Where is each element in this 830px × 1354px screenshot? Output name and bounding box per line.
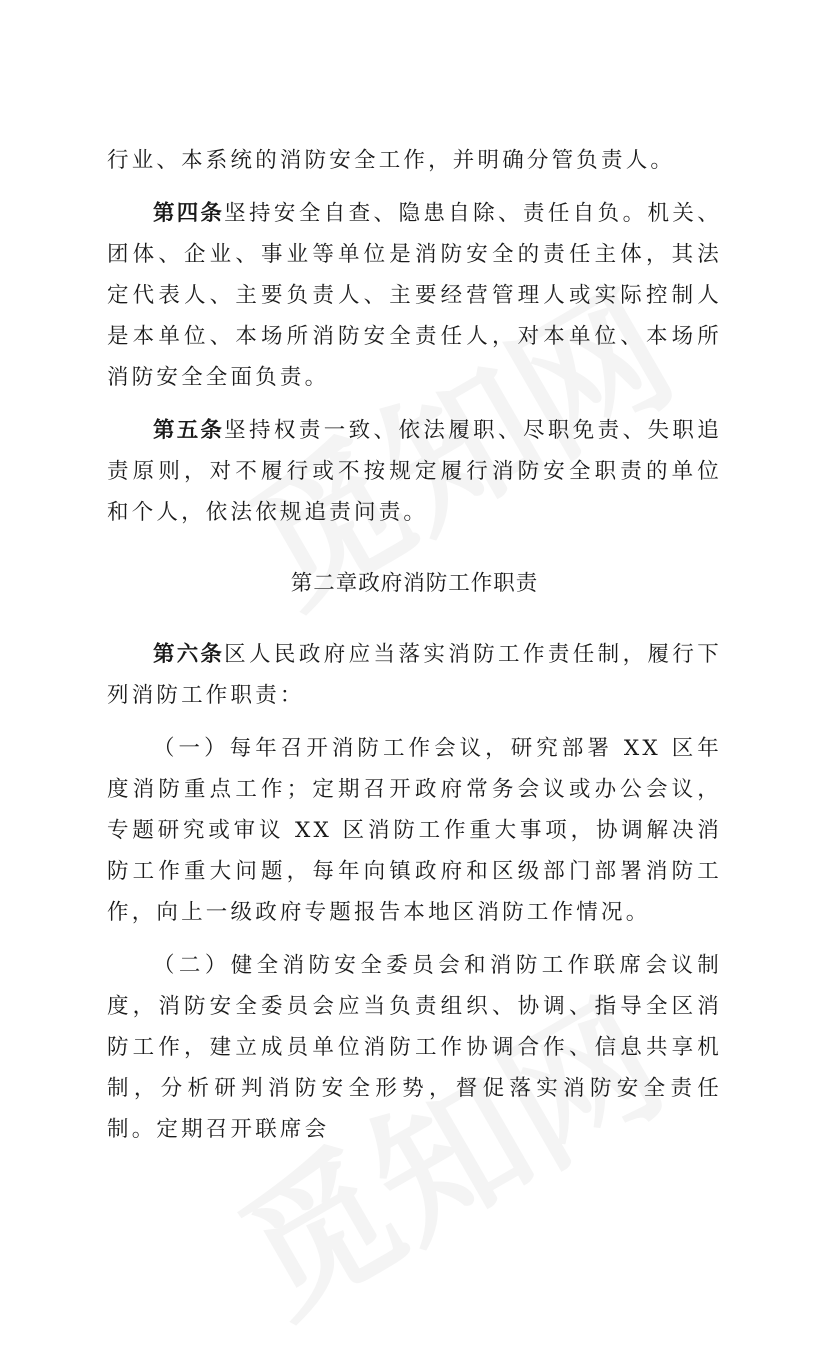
paragraph-text: 区人民政府应当落实消防工作责任制，履行下列消防工作职责： <box>107 642 722 708</box>
article-number: 第四条 <box>153 201 225 226</box>
article-6 <box>107 634 722 716</box>
paragraph-text: （二）健全消防安全委员会和消防工作联席会议制度，消防安全委员会应当负责组织、协调、指导全区消防工作，建立成员单位消防工作协调合作、信息共享机制，分析研判消防安全形势，督促落实消防安全责任制。定期召开联席会 <box>107 953 722 1142</box>
article-5 <box>107 410 722 533</box>
article-number: 第五条 <box>153 418 225 443</box>
paragraph-text: （一）每年召开消防工作会议，研究部署 XX 区年度消防重点工作；定期召开政府常务会议或办公会议，专题研究或审议 XX 区消防工作重大事项，协调解决消防工作重大问题，每年向镇政府和区级部门部署消防工作，向上一级政府专题报告本地区消防工作情况。 <box>107 736 722 925</box>
chapter-heading: 第二章政府消防工作职责 <box>290 571 539 596</box>
article-number: 第六条 <box>153 642 225 667</box>
paragraph-text: 坚持权责一致、依法履职、尽职免责、失职追责原则，对不履行或不按规定履行消防安全职责的单位和个人，依法依规追责问责。 <box>107 418 722 525</box>
paragraph-text: 行业、本系统的消防安全工作，并明确分管负责人。 <box>107 148 676 173</box>
document-body <box>107 140 722 1162</box>
list-item-1 <box>107 728 722 933</box>
paragraph-continued <box>107 140 722 181</box>
list-item-2 <box>107 945 722 1150</box>
paragraph-text: 坚持安全自查、隐患自除、责任自负。机关、团体、企业、事业等单位是消防安全的责任主体，其法定代表人、主要负责人、主要经营管理人或实际控制人是本单位、本场所消防安全责任人，对本单位、本场所消防安全全面负责。 <box>107 201 722 390</box>
article-4 <box>107 193 722 398</box>
